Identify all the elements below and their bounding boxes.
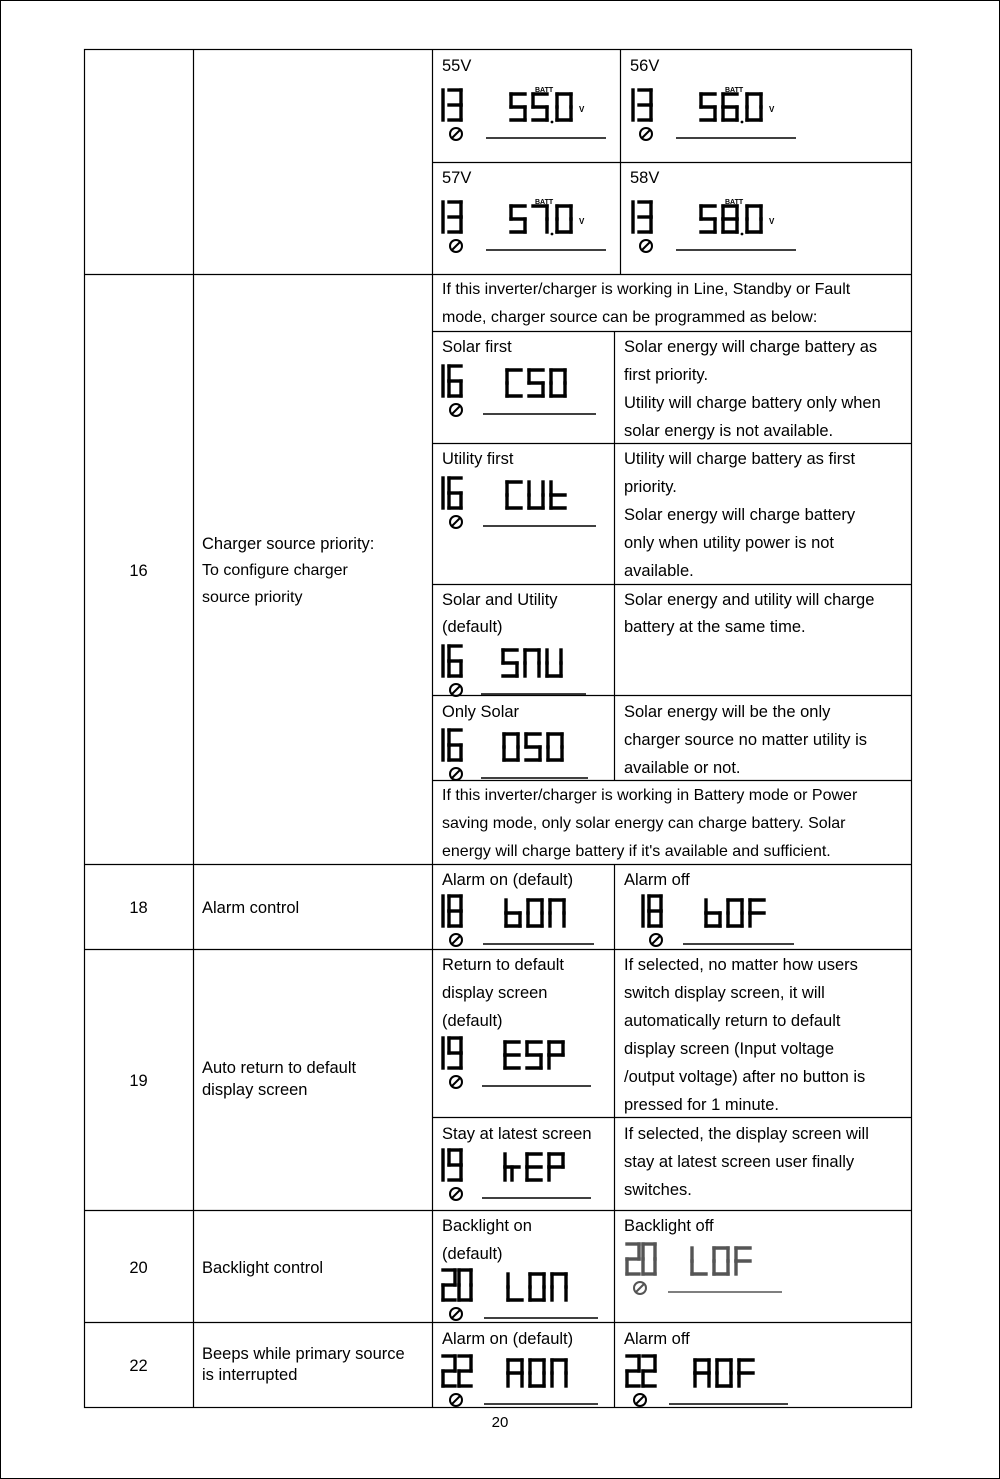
option-description: Solar energy and utility will charge	[624, 591, 875, 609]
option-description: Solar energy will charge battery	[624, 506, 856, 524]
option-description: Solar energy will be the only	[624, 703, 831, 721]
volt-unit: V	[769, 105, 775, 114]
wrench-icon	[450, 684, 462, 696]
wrench-icon	[450, 404, 462, 416]
option-description: pressed for 1 minute.	[624, 1096, 779, 1114]
lcd-display	[440, 362, 600, 424]
setting-description: To configure charger	[202, 562, 348, 579]
lcd-display	[624, 1240, 786, 1302]
setting-number: 16	[129, 562, 148, 580]
option-description: Utility will charge battery only when	[624, 394, 881, 412]
batt-indicator: BATT	[535, 199, 554, 206]
setting-number: 22	[129, 1357, 148, 1375]
wrench-icon	[634, 1282, 646, 1294]
intro-text: If this inverter/charger is working in Line, Standby or Fault	[442, 281, 851, 298]
lcd-display	[630, 198, 800, 260]
setting-number: 18	[129, 899, 148, 917]
lcd-display	[440, 642, 590, 704]
lcd-display	[640, 892, 798, 954]
option-description: automatically return to default	[624, 1012, 841, 1030]
intro-text: mode, charger source can be programmed as below:	[442, 309, 818, 326]
lcd-display	[624, 1352, 792, 1414]
option-title: Stay at latest screen	[442, 1125, 592, 1143]
lcd-display	[630, 86, 800, 148]
setting-title: is interrupted	[202, 1366, 298, 1384]
wrench-icon	[634, 1394, 646, 1406]
setting-title: Beeps while primary source	[202, 1345, 405, 1363]
option-description: Utility will charge battery as first	[624, 450, 856, 468]
option-title: Return to default	[442, 956, 564, 974]
voltage-label: 55V	[442, 57, 472, 75]
batt-indicator: BATT	[535, 87, 554, 94]
option-description: /output voltage) after no button is	[624, 1068, 866, 1086]
lcd-display	[440, 726, 592, 788]
lcd-display	[440, 198, 610, 260]
setting-number: 20	[129, 1259, 148, 1277]
wrench-icon	[450, 516, 462, 528]
lcd-display	[440, 1266, 602, 1328]
wrench-icon	[640, 128, 652, 140]
option-description: switches.	[624, 1181, 692, 1199]
option-description: If selected, no matter how users	[624, 956, 858, 974]
option-description: priority.	[624, 478, 677, 496]
option-title: (default)	[442, 618, 503, 636]
wrench-icon	[450, 934, 462, 946]
wrench-icon	[450, 1394, 462, 1406]
option-title: Backlight off	[624, 1217, 714, 1235]
lcd-display	[440, 1352, 602, 1414]
batt-indicator: BATT	[725, 199, 744, 206]
wrench-icon	[450, 1188, 462, 1200]
batt-indicator: BATT	[725, 87, 744, 94]
option-title: Alarm off	[624, 1330, 690, 1348]
lcd-display	[440, 1034, 595, 1096]
outro-text: energy will charge battery if it's available and sufficient.	[442, 843, 831, 860]
page-number: 20	[491, 1414, 509, 1431]
option-title: (default)	[442, 1245, 503, 1263]
option-title: Alarm on (default)	[442, 1330, 574, 1348]
volt-unit: V	[579, 105, 585, 114]
voltage-label: 56V	[630, 57, 660, 75]
option-title: Solar and Utility	[442, 591, 558, 609]
option-description: stay at latest screen user finally	[624, 1153, 855, 1171]
option-description: display screen (Input voltage	[624, 1040, 835, 1058]
lcd-display	[440, 892, 598, 954]
volt-unit: V	[579, 217, 585, 226]
option-title: Only Solar	[442, 703, 520, 721]
option-title: Alarm on (default)	[442, 871, 574, 889]
option-description: Solar energy will charge battery as	[624, 338, 878, 356]
lcd-display	[440, 474, 600, 536]
option-description: available.	[624, 562, 694, 580]
wrench-icon	[450, 1076, 462, 1088]
setting-title: Charger source priority:	[202, 535, 375, 553]
outro-text: saving mode, only solar energy can charge battery. Solar	[442, 815, 846, 832]
option-description: only when utility power is not	[624, 534, 835, 552]
wrench-icon	[650, 934, 662, 946]
volt-unit: V	[769, 217, 775, 226]
setting-description: source priority	[202, 589, 303, 606]
option-title: Utility first	[442, 450, 514, 468]
setting-title: Alarm control	[202, 899, 300, 917]
outro-text: If this inverter/charger is working in Battery mode or Power	[442, 787, 858, 804]
wrench-icon	[450, 128, 462, 140]
wrench-icon	[450, 1308, 462, 1320]
option-description: switch display screen, it will	[624, 984, 825, 1002]
voltage-label: 58V	[630, 169, 660, 187]
setting-title: Auto return to default	[202, 1059, 357, 1077]
option-description: If selected, the display screen will	[624, 1125, 869, 1143]
option-title: display screen	[442, 984, 548, 1002]
option-description: first priority.	[624, 366, 709, 384]
setting-number: 19	[129, 1072, 148, 1090]
voltage-label: 57V	[442, 169, 472, 187]
setting-title: Backlight control	[202, 1259, 324, 1277]
option-title: Solar first	[442, 338, 512, 356]
wrench-icon	[640, 240, 652, 252]
wrench-icon	[450, 768, 462, 780]
lcd-display	[440, 1146, 595, 1208]
option-description: battery at the same time.	[624, 618, 806, 636]
option-description: charger source no matter utility is	[624, 731, 868, 749]
wrench-icon	[450, 240, 462, 252]
option-description: solar energy is not available.	[624, 422, 834, 440]
option-title: Backlight on	[442, 1217, 532, 1235]
lcd-display	[440, 86, 610, 148]
setting-title: display screen	[202, 1081, 308, 1099]
option-description: available or not.	[624, 759, 741, 777]
option-title: (default)	[442, 1012, 503, 1030]
option-title: Alarm off	[624, 871, 690, 889]
